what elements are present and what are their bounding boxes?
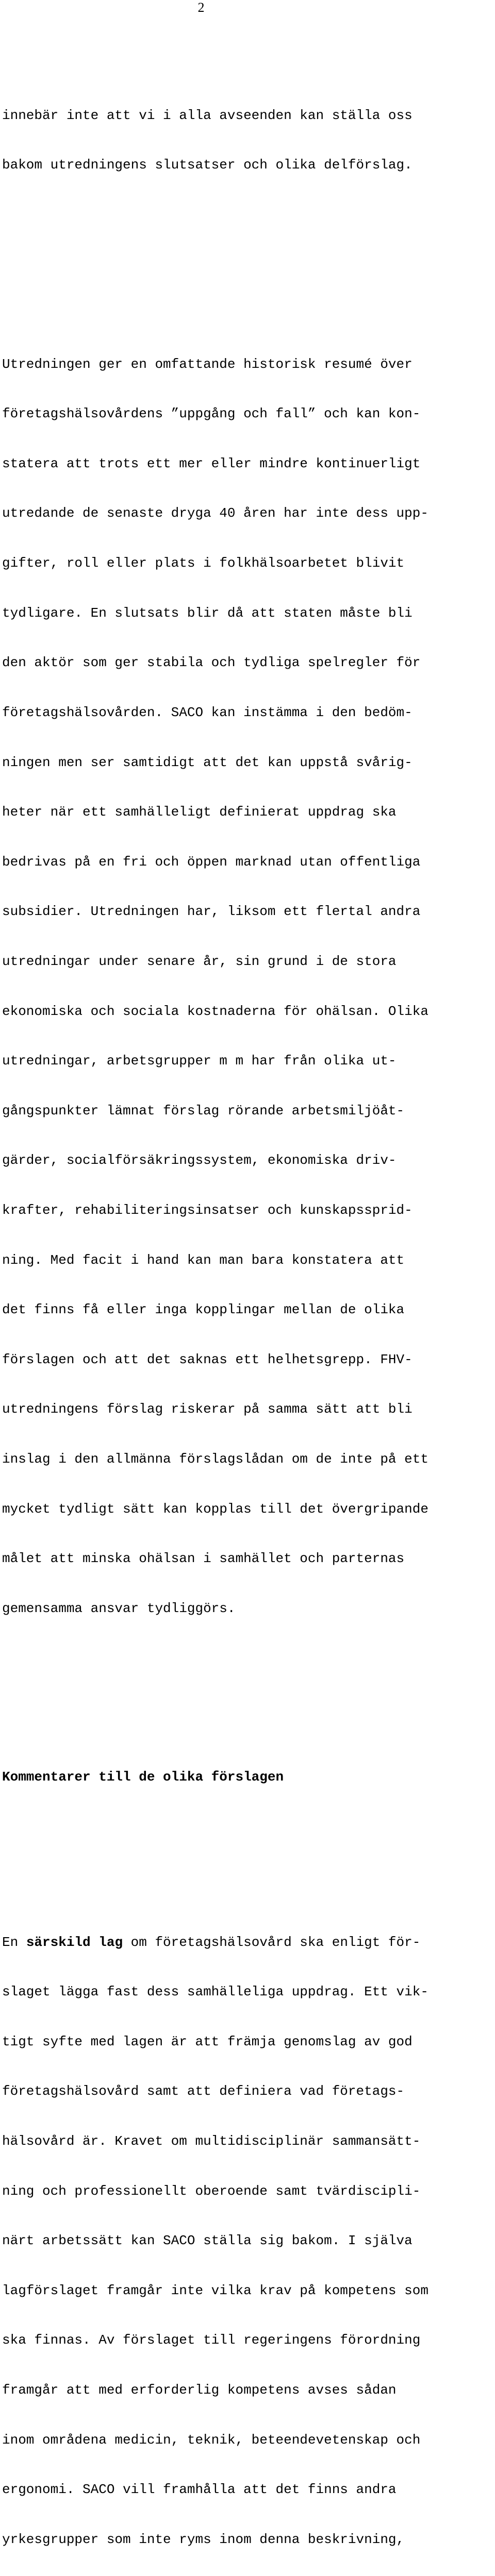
text-line: företagshälsovård samt att definiera vad företags- [2,2083,405,2099]
text-line: tydligare. En slutsats blir då att staten måste bli [2,605,412,621]
paragraph-comments [2,1901,493,2576]
text-line: närt arbetssätt kan SACO ställa sig bakom. I själva [2,2233,412,2249]
text-line: mycket tydligt sätt kan kopplas till det övergripande [2,1501,428,1517]
text-line: gemensamma ansvar tydliggörs. [2,1600,236,1616]
text-line: utredningens förslag riskerar på samma sätt att bli [2,1401,412,1417]
page-number: 2 [197,0,205,15]
text-line: det finns få eller inga kopplingar mellan de olika [2,1302,405,1318]
text-line: utredningar under senare år, sin grund i de stora [2,953,397,969]
text-line: ska finnas. Av förslaget till regeringens förordning [2,2332,421,2348]
text-line: företagshälsovårdens ”uppgång och fall” och kan kon- [2,406,421,422]
text-line: målet att minska ohälsan i samhället och parternas [2,1551,405,1567]
text-line: framgår att med erforderlig kompetens avses sådan [2,2382,397,2398]
paragraph-gap [2,1700,493,1719]
text-line: ningen men ser samtidigt att det kan uppstå svårig- [2,754,412,770]
text-line: innebär inte att vi i alla avseenden kan ställa oss [2,107,412,123]
text-line: utredande de senaste dryga 40 åren har inte dess upp- [2,505,428,521]
text-line: inslag i den allmänna förslagslådan om de inte på ett [2,1451,428,1467]
text-line: lagförslaget framgår inte vilka krav på kompetens som [2,2282,428,2298]
text-line: heter när ett samhälleligt definierat uppdrag ska [2,804,397,820]
text-run: om företagshälsovård ska enligt för- [123,1934,421,1950]
text-line: hälsovård är. Kravet om multidisciplinär sammansätt- [2,2133,421,2149]
text-line: ning och professionellt oberoende samt tvärdiscipli- [2,2183,421,2199]
section-heading: Kommentarer till de olika förslagen [2,1769,284,1785]
text-line: ekonomiska och sociala kostnaderna för ohälsan. Olika [2,1003,428,1019]
text-line: subsidier. Utredningen har, liksom ett flertal andra [2,904,421,920]
text-line: bakom utredningens slutsatser och olika delförslag. [2,157,412,173]
paragraph-intro [2,74,493,207]
text-line: den aktör som ger stabila och tydliga spelregler för [2,655,421,671]
text-line: företagshälsovården. SACO kan instämma i den bedöm- [2,704,412,720]
paragraph-summary [2,323,493,1650]
text-line: gärder, socialförsäkringssystem, ekonomiska driv- [2,1153,397,1168]
text-line: gångspunkter lämnat förslag rörande arbetsmiljöåt- [2,1103,405,1118]
text-line: bedrivas på en fri och öppen marknad utan offentliga [2,854,421,870]
paragraph-gap [2,1835,493,1851]
text-line: förslagen och att det saknas ett helhetsgrepp. FHV- [2,1351,412,1367]
text-line: yrkesgrupper som inte ryms inom denna beskrivning, [2,2531,405,2547]
paragraph-gap [2,257,493,273]
text-line: krafter, rehabiliteringsinsatser och kunskapssprid- [2,1202,412,1218]
text-line: gifter, roll eller plats i folkhälsoarbetet blivit [2,555,405,571]
text-line: utredningar, arbetsgrupper m m har från olika ut- [2,1053,397,1069]
text-line: ergonomi. SACO vill framhålla att det finns andra [2,2482,397,2498]
text-line: tigt syfte med lagen är att främja genomslag av god [2,2033,412,2049]
text-line: inom områdena medicin, teknik, beteendevetenskap och [2,2432,421,2448]
text-line: slaget lägga fast dess samhälleliga uppdrag. Ett vik- [2,1984,428,2000]
text-line: ning. Med facit i hand kan man bara konstatera att [2,1252,405,1268]
text-line [2,1934,493,1951]
text-line: statera att trots ett mer eller mindre kontinuerligt [2,455,421,471]
text-run: En [2,1934,26,1950]
document-body [2,41,493,2576]
text-line: Utredningen ger en omfattande historisk resumé över [2,356,412,372]
bold-term: särskild lag [26,1934,123,1950]
